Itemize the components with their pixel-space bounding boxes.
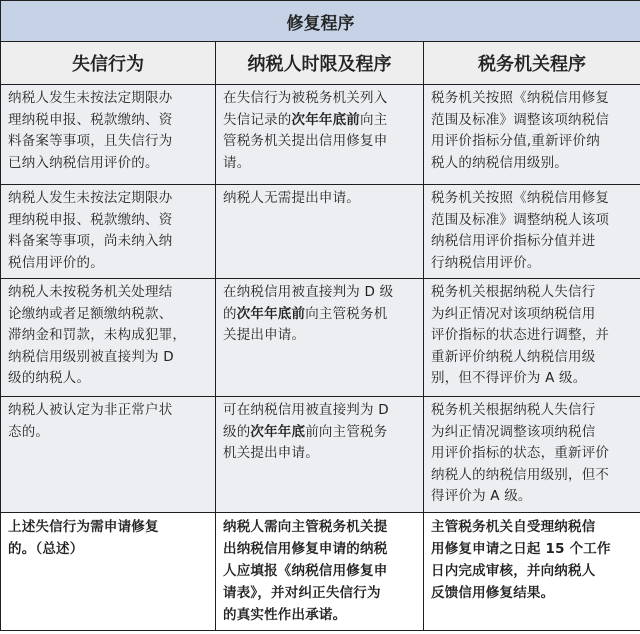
- title-row: [1, 1, 640, 42]
- column-header-deadline: 纳税人时限及程序: [216, 42, 424, 85]
- behavior-cell: 纳税人被认定为非正常户状 态的。: [1, 397, 216, 513]
- authority-cell: 税务机关按照《纳税信用修复 范围及标准》调整该项纳税信 用评价指标分值,重新评价纳 税人的纳税信用级别。: [424, 85, 640, 185]
- header-row: [1, 42, 640, 85]
- table-row: [1, 397, 640, 513]
- column-header-authority: 税务机关程序: [424, 42, 640, 85]
- behavior-cell: 纳税人发生未按法定期限办 理纳税申报、税款缴纳、资 料备案等事项，尚未纳入纳 税信用评价的。: [1, 185, 216, 279]
- deadline-cell: [216, 279, 424, 397]
- table-row: [1, 85, 640, 185]
- authority-cell: 税务机关根据纳税人失信行 为纠正情况调整该项纳税信 用评价指标的状态，重新评价 纳税人的纳税信用级别，但不 得评价为 A 级。: [424, 397, 640, 513]
- authority-cell: 税务机关按照《纳税信用修复 范围及标准》调整纳税人该项 纳税信用评价指标分值并进 行纳税信用评价。: [424, 185, 640, 279]
- summary-deadline-cell: 纳税人需向主管税务机关提 出纳税信用修复申请的纳税 人应填报《纳税信用修复申 请表》，并对纠正失信行为 的真实性作出承诺。: [216, 512, 424, 630]
- table-row: [1, 279, 640, 397]
- deadline-text: 可在纳税信用被直接判为 D 级的: [223, 402, 389, 440]
- summary-behavior-cell: 上述失信行为需申请修复 的。（总述）: [1, 512, 216, 630]
- behavior-cell: 纳税人未按税务机关处理结 论缴纳或者足额缴纳税款、 滞纳金和罚款，未构成犯罪， 纳税信用级别被直接判为 D 级的纳税人。: [1, 279, 216, 397]
- deadline-emphasis: 次年年底前: [236, 305, 306, 322]
- summary-authority-cell: 主管税务机关自受理纳税信 用修复申请之日起 15 个工作 日内完成审核，并向纳税人 反馈信用修复结果。: [424, 512, 640, 630]
- deadline-emphasis: 次年年底前: [291, 111, 360, 128]
- deadline-emphasis: 次年年底: [250, 423, 306, 440]
- table-title: 修复程序: [1, 1, 640, 42]
- summary-row: [1, 512, 640, 630]
- deadline-cell: [216, 397, 424, 513]
- deadline-text: 在失信行为被税务机关列入 失信记录的: [223, 90, 388, 128]
- column-header-behavior: 失信行为: [1, 42, 216, 85]
- deadline-text-end: 向主管税务机 关提出申请。: [223, 305, 388, 343]
- deadline-text: 在纳税信用被直接判为 D 级 的: [223, 284, 394, 322]
- table-row: [1, 185, 640, 279]
- authority-cell: 税务机关根据纳税人失信行 为纠正情况对该项纳税信用 评价指标的状态进行调整，并 重新评价纳税人纳税信用级 别，但不得评价为 A 级。: [424, 279, 640, 397]
- deadline-text-end: 前向主管税务 机关提出申请。: [223, 423, 388, 461]
- deadline-cell: [216, 85, 424, 185]
- deadline-cell: [216, 185, 424, 279]
- behavior-cell: 纳税人发生未按法定期限办 理纳税申报、税款缴纳、资 料备案等事项，且失信行为 已纳入纳税信用评价的。: [1, 85, 216, 185]
- deadline-text: 纳税人无需提出申请。: [223, 190, 360, 206]
- deadline-text-end: 向主 管税务机关提出信用修复申 请。: [223, 111, 388, 171]
